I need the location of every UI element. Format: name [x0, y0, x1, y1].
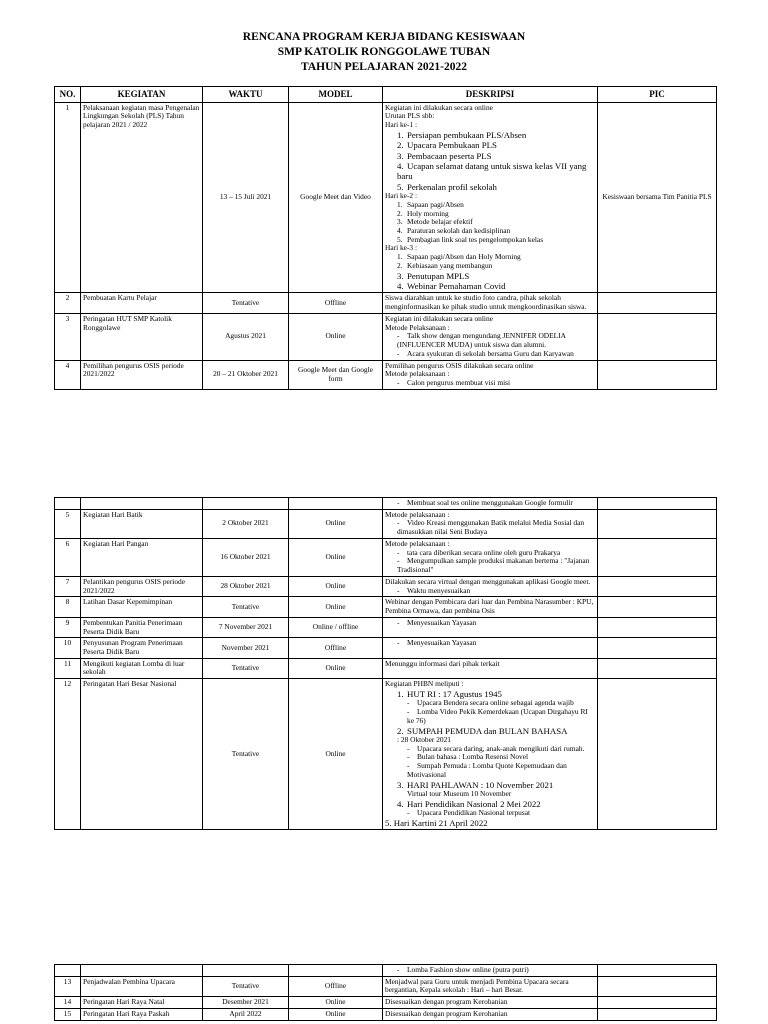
description-line: [385, 262, 595, 271]
description-text: Metode pelaksanaan :: [385, 369, 450, 379]
description-text: Disesuaikan dengan program Kerohanian: [385, 997, 508, 1007]
activity-time: November 2021: [203, 638, 289, 658]
description-line: [385, 790, 595, 799]
activity-description: [383, 360, 598, 389]
description-line: [385, 332, 595, 349]
description-line: [385, 708, 595, 725]
list-number: 2.: [397, 140, 404, 151]
description-text: Menunggu informasi dari pihak terkait: [385, 658, 500, 668]
activity-name: Kegiatan Hari Pangan: [81, 538, 203, 576]
activity-description: [383, 102, 598, 293]
activity-time: 7 November 2021: [203, 617, 289, 637]
activity-description: [383, 576, 598, 596]
description-line: [385, 121, 595, 130]
description-text: HUT RI : 17 Agustus 1945: [407, 688, 502, 699]
description-line: [385, 978, 595, 995]
activity-model: [289, 498, 383, 510]
person-in-charge: Kesiswaan bersama Tim Panitia PLS: [598, 102, 717, 293]
description-text: Video Kreasi menggunakan Batik melalui Media Sosial dan dimasukkan nilai Seni Budaya: [397, 518, 585, 537]
description-text: 5. Hari Kartini 21 April 2022: [385, 817, 488, 828]
description-text: Metode pelaksanaan :: [385, 509, 450, 519]
activity-name: Pelaksanaan kegiatan masa Pengenalan Lingkungan Sekolah (PLS) Tahun pelajaran 2021 / 2022: [81, 102, 203, 293]
person-in-charge: [598, 576, 717, 596]
description-line: [385, 619, 595, 628]
description-text: Acara syukuran di sekolah bersama Guru dan Karyawan: [407, 348, 574, 358]
activity-description: [383, 997, 598, 1009]
bullet-dash: -: [407, 752, 410, 762]
list-number: 1.: [397, 199, 403, 209]
activity-description: [383, 679, 598, 830]
description-text: Paraturan sekolah dan kedisiplinan: [407, 226, 511, 235]
table-row: [55, 498, 717, 510]
table-row: [55, 965, 717, 977]
list-number: 4.: [397, 798, 404, 809]
description-line: [385, 294, 595, 311]
description-text: Menyesuaikan Yayasan: [407, 638, 477, 648]
activity-description: [383, 965, 598, 977]
row-number: 3: [55, 313, 81, 360]
activity-model: Online: [289, 538, 383, 576]
activity-description: [383, 658, 598, 678]
activity-model: Online: [289, 997, 383, 1009]
description-line: [385, 680, 595, 689]
description-text: Menyesuaikan Yayasan: [407, 617, 477, 627]
bullet-dash: -: [397, 617, 400, 627]
table-header-row: [55, 87, 717, 103]
description-line: [385, 660, 595, 669]
description-text: Menjadwal para Guru untuk menjadi Pembina Upacara secara bergantian, Kepala sekolah : Hari – hari Besar.: [385, 976, 569, 995]
program-table-page-2: [54, 497, 717, 830]
description-text: Metode Pelaksanaan :: [385, 322, 450, 332]
activity-name: Pelantikan pengurus OSIS periode 2021/2022: [81, 576, 203, 596]
activity-description: [383, 538, 598, 576]
description-text: HARI PAHLAWAN : 10 November 2021: [407, 779, 554, 790]
activity-model: Google Meet dan Google form: [289, 360, 383, 389]
activity-time: 13 – 15 Juli 2021: [203, 102, 289, 293]
activity-time: Tentative: [203, 293, 289, 313]
description-text: Urutan PLS sbb:: [385, 111, 435, 121]
description-text: SUMPAH PEMUDA dan BULAN BAHASA: [407, 725, 568, 736]
activity-name: Peringatan HUT SMP Katolik Ronggolawe: [81, 313, 203, 360]
table-row: [55, 679, 717, 830]
person-in-charge: [598, 997, 717, 1009]
list-number: 2.: [397, 208, 403, 218]
bullet-dash: -: [397, 518, 400, 528]
description-text: Mengumpulkan sample produksi makanan bertema : "Jajanan Tradisional": [397, 556, 590, 575]
table-row: [55, 360, 717, 389]
description-text: Webinar Pemahaman Covid: [407, 281, 506, 292]
description-text: Pembacaan peserta PLS: [407, 150, 492, 161]
description-line: [385, 140, 595, 150]
activity-name: Penjadwalan Pembina Upacara: [81, 976, 203, 996]
description-text: Kebiasaan yang membangun: [407, 260, 493, 270]
description-text: Sapaan pagi/Absen: [407, 199, 464, 209]
activity-time: 20 – 21 Oktober 2021: [203, 360, 289, 389]
table-row: [55, 538, 717, 576]
list-number: 3.: [397, 270, 404, 281]
list-number: 1.: [397, 252, 403, 262]
description-text: Penutupan MPLS: [407, 270, 470, 281]
list-number: 2.: [397, 260, 403, 270]
activity-time: Tentative: [203, 976, 289, 996]
description-text: Upacara Pendidikan Nasional terpusat: [417, 808, 531, 818]
person-in-charge: [598, 679, 717, 830]
activity-model: Online: [289, 679, 383, 830]
description-line: [385, 161, 595, 182]
activity-name: Peringatan Hari Raya Natal: [81, 997, 203, 1009]
table-row: [55, 1008, 717, 1020]
activity-model: Offline: [289, 976, 383, 996]
description-text: Disesuaikan dengan program Kerohanian: [385, 1008, 508, 1018]
table-row: [55, 597, 717, 617]
table-row: [55, 576, 717, 596]
activity-model: Online: [289, 576, 383, 596]
description-text: Ucapan selamat datang untuk siswa kelas VII yang baru: [397, 160, 587, 182]
activity-name: Mengikuti kegiatan Lomba di luar sekolah: [81, 658, 203, 678]
bullet-dash: -: [407, 743, 410, 753]
table-row: [55, 313, 717, 360]
description-text: Bulan bahasa : Lomba Resensi Novel: [417, 752, 529, 762]
description-line: [385, 519, 595, 536]
activity-time: Tentative: [203, 597, 289, 617]
row-number: 10: [55, 638, 81, 658]
row-number: 2: [55, 293, 81, 313]
description-text: Upacara Pembukaan PLS: [407, 140, 497, 151]
activity-name: Peringatan Hari Besar Nasional: [81, 679, 203, 830]
description-line: [385, 557, 595, 574]
activity-name: Kegiatan Hari Batik: [81, 509, 203, 538]
activity-name: Pembentukan Panitia Penerimaan Peserta Didik Baru: [81, 617, 203, 637]
description-line: [385, 818, 595, 828]
person-in-charge: [598, 313, 717, 360]
description-text: Webinar dengan Pembicara dari luar dan Pembina Narasumber : KPU, Pembina Ormawa, dan pembina Osis: [385, 597, 594, 616]
activity-description: [383, 509, 598, 538]
description-text: Holy morning: [407, 208, 449, 218]
row-number: 12: [55, 679, 81, 830]
person-in-charge: [598, 965, 717, 977]
row-number: 1: [55, 102, 81, 293]
table-row: [55, 293, 717, 313]
description-line: [385, 379, 595, 388]
activity-time: April 2022: [203, 1008, 289, 1020]
activity-model: Google Meet dan Video: [289, 102, 383, 293]
row-number: 4: [55, 360, 81, 389]
school-name: SMP KATOLIK RONGGOLAWE TUBAN: [277, 46, 491, 58]
row-number: 5: [55, 509, 81, 538]
description-text: Metode pelaksanaan :: [385, 538, 450, 548]
column-header-kegiatan: KEGIATAN: [81, 87, 203, 103]
description-text: Waktu menyesuaikan: [407, 585, 471, 595]
activity-name: Pembuatan Kartu Pelajar: [81, 293, 203, 313]
description-line: [385, 598, 595, 615]
table-row: [55, 509, 717, 538]
list-number: 3.: [397, 779, 404, 790]
program-table-page-3: [54, 964, 717, 1021]
bullet-dash: -: [407, 707, 410, 717]
description-line: [385, 809, 595, 818]
description-line: [385, 966, 595, 975]
list-number: 5.: [397, 234, 403, 244]
description-text: Hari ke-3 :: [385, 243, 418, 253]
bullet-dash: -: [397, 547, 400, 557]
description-text: Lomba Video Pekik Kemerdekaan (Ucapan Dirgahayu RI ke 76): [407, 707, 588, 725]
activity-model: Online: [289, 313, 383, 360]
activity-description: [383, 313, 598, 360]
activity-name: Peringatan Hari Raya Paskah: [81, 1008, 203, 1020]
activity-model: Offline: [289, 638, 383, 658]
table-row: [55, 976, 717, 996]
activity-time: [203, 965, 289, 977]
activity-name: Pemilihan pengurus OSIS periode 2021/2022: [81, 360, 203, 389]
row-number: [55, 498, 81, 510]
list-number: 4.: [397, 226, 403, 235]
activity-name: Penyusunan Program Penerimaan Peserta Didik Baru: [81, 638, 203, 658]
description-line: [385, 350, 595, 359]
description-text: Upacara Bendera secara online sebagai agenda wajib: [417, 698, 574, 708]
activity-name: Latihan Dasar Kepemimpinan: [81, 597, 203, 617]
description-text: Perkenalan profil sekolah: [407, 181, 497, 192]
column-header-no: NO.: [55, 87, 81, 103]
row-number: 6: [55, 538, 81, 576]
description-text: Membuat soal tes online menggunakan Google formulir: [407, 498, 573, 507]
description-line: [385, 639, 595, 648]
table-row: [55, 102, 717, 293]
description-text: Pemilihan pengurus OSIS dilakukan secara online: [385, 360, 534, 370]
activity-name: [81, 498, 203, 510]
description-line: [385, 271, 595, 281]
bullet-dash: -: [397, 378, 400, 388]
description-text: Upacara secara daring, anak-anak mengikuti dari rumah.: [417, 743, 585, 753]
activity-time: Agustus 2021: [203, 313, 289, 360]
table-row: [55, 997, 717, 1009]
activity-model: Online: [289, 658, 383, 678]
list-number: 4.: [397, 281, 404, 292]
activity-model: Online: [289, 509, 383, 538]
row-number: 9: [55, 617, 81, 637]
activity-time: 28 Oktober 2021: [203, 576, 289, 596]
activity-description: [383, 498, 598, 510]
column-header-pic: PIC: [598, 87, 717, 103]
activity-model: Offline: [289, 293, 383, 313]
document-title: RENCANA PROGRAM KERJA BIDANG KESISWAAN: [242, 31, 526, 43]
person-in-charge: [598, 597, 717, 617]
activity-description: [383, 597, 598, 617]
row-number: 8: [55, 597, 81, 617]
bullet-dash: -: [407, 808, 410, 818]
description-line: [385, 151, 595, 161]
row-number: 14: [55, 997, 81, 1009]
list-number: 5.: [397, 181, 404, 192]
description-text: Kegiatan ini dilakukan secara online: [385, 313, 493, 323]
person-in-charge: [598, 617, 717, 637]
bullet-dash: -: [397, 331, 400, 341]
bullet-dash: -: [397, 585, 400, 595]
description-text: Hari ke-1 :: [385, 120, 418, 130]
bullet-dash: -: [397, 638, 400, 648]
description-text: Dilakukan secara virtual dengan menggunakan aplikasi Google meet.: [385, 576, 591, 586]
activity-model: Online: [289, 597, 383, 617]
activity-time: 16 Oktober 2021: [203, 538, 289, 576]
bullet-dash: -: [407, 761, 410, 771]
activity-description: [383, 1008, 598, 1020]
description-text: Lomba Fashion show online (putra putri): [407, 965, 529, 974]
description-text: Sumpah Pemuda : Lomba Quote Kepemudaan dan Motivasional: [407, 761, 567, 779]
row-number: 15: [55, 1008, 81, 1020]
description-text: : 28 Oktober 2021: [397, 734, 451, 744]
list-number: 1.: [397, 129, 404, 140]
person-in-charge: [598, 658, 717, 678]
activity-time: Desember 2021: [203, 997, 289, 1009]
person-in-charge: [598, 509, 717, 538]
bullet-dash: -: [397, 965, 400, 974]
description-line: [385, 281, 595, 291]
description-text: Pembagian link soal tes pengelompokan kelas: [407, 234, 544, 244]
activity-model: [289, 965, 383, 977]
description-line: [385, 499, 595, 508]
description-text: Calon pengurus membuat visi misi: [407, 378, 511, 388]
person-in-charge: [598, 360, 717, 389]
person-in-charge: [598, 1008, 717, 1020]
bullet-dash: -: [397, 498, 400, 507]
list-number: 1.: [397, 688, 404, 699]
activity-description: [383, 638, 598, 658]
description-line: [385, 130, 595, 140]
description-text: tata cara diberikan secara online oleh guru Prakarya: [407, 547, 561, 557]
activity-model: Online / offline: [289, 617, 383, 637]
person-in-charge: [598, 638, 717, 658]
activity-time: Tentative: [203, 658, 289, 678]
bullet-dash: -: [397, 348, 400, 358]
bullet-dash: -: [407, 698, 410, 708]
description-text: Hari Pendidikan Nasional 2 Mei 2022: [407, 798, 541, 809]
activity-time: [203, 498, 289, 510]
table-row: [55, 658, 717, 678]
bullet-dash: -: [397, 556, 400, 566]
person-in-charge: [598, 538, 717, 576]
person-in-charge: [598, 293, 717, 313]
list-number: 4.: [397, 160, 404, 171]
description-line: [385, 762, 595, 779]
activity-time: Tentative: [203, 679, 289, 830]
table-row: [55, 617, 717, 637]
column-header-model: MODEL: [289, 87, 383, 103]
activity-description: [383, 617, 598, 637]
list-number: 3.: [397, 150, 404, 161]
description-text: Talk show dengan mengundang JENNIFER ODELIA (INFLUENCER MUDA) untuk siswa dan alumni.: [397, 331, 566, 350]
row-number: [55, 965, 81, 977]
activity-name: [81, 965, 203, 977]
list-number: 2.: [397, 725, 404, 736]
description-text: Siswa diarahkan untuk ke studio foto candra, pihak sekolah menginformasikan ke pihak studio untuk mengkoordinasikan siswa.: [385, 293, 587, 312]
person-in-charge: [598, 976, 717, 996]
activity-description: [383, 976, 598, 996]
table-row: [55, 638, 717, 658]
activity-description: [383, 293, 598, 313]
activity-model: Online: [289, 1008, 383, 1020]
description-text: Kegiatan PHBN meliputi :: [385, 679, 464, 689]
description-text: Metode belajar efektif: [407, 217, 473, 227]
description-line: [385, 587, 595, 596]
column-header-deskripsi: DESKRIPSI: [383, 87, 598, 103]
description-text: Virtual tour Museum 10 November: [407, 788, 512, 798]
person-in-charge: [598, 498, 717, 510]
row-number: 13: [55, 976, 81, 996]
program-table-page-1: [54, 86, 717, 390]
activity-time: 2 Oktober 2021: [203, 509, 289, 538]
description-text: Persiapan pembukaan PLS/Absen: [407, 129, 527, 140]
description-line: [385, 1010, 595, 1019]
description-line: [385, 998, 595, 1007]
description-text: Sapaan pagi/Absen dan Holy Morning: [407, 252, 521, 262]
column-header-waktu: WAKTU: [203, 87, 289, 103]
row-number: 7: [55, 576, 81, 596]
academic-year: TAHUN PELAJARAN 2021-2022: [301, 61, 467, 73]
description-text: Kegiatan ini dilakukan secara online: [385, 102, 493, 112]
row-number: 11: [55, 658, 81, 678]
list-number: 3.: [397, 217, 403, 227]
description-text: Hari ke-2 :: [385, 191, 418, 201]
